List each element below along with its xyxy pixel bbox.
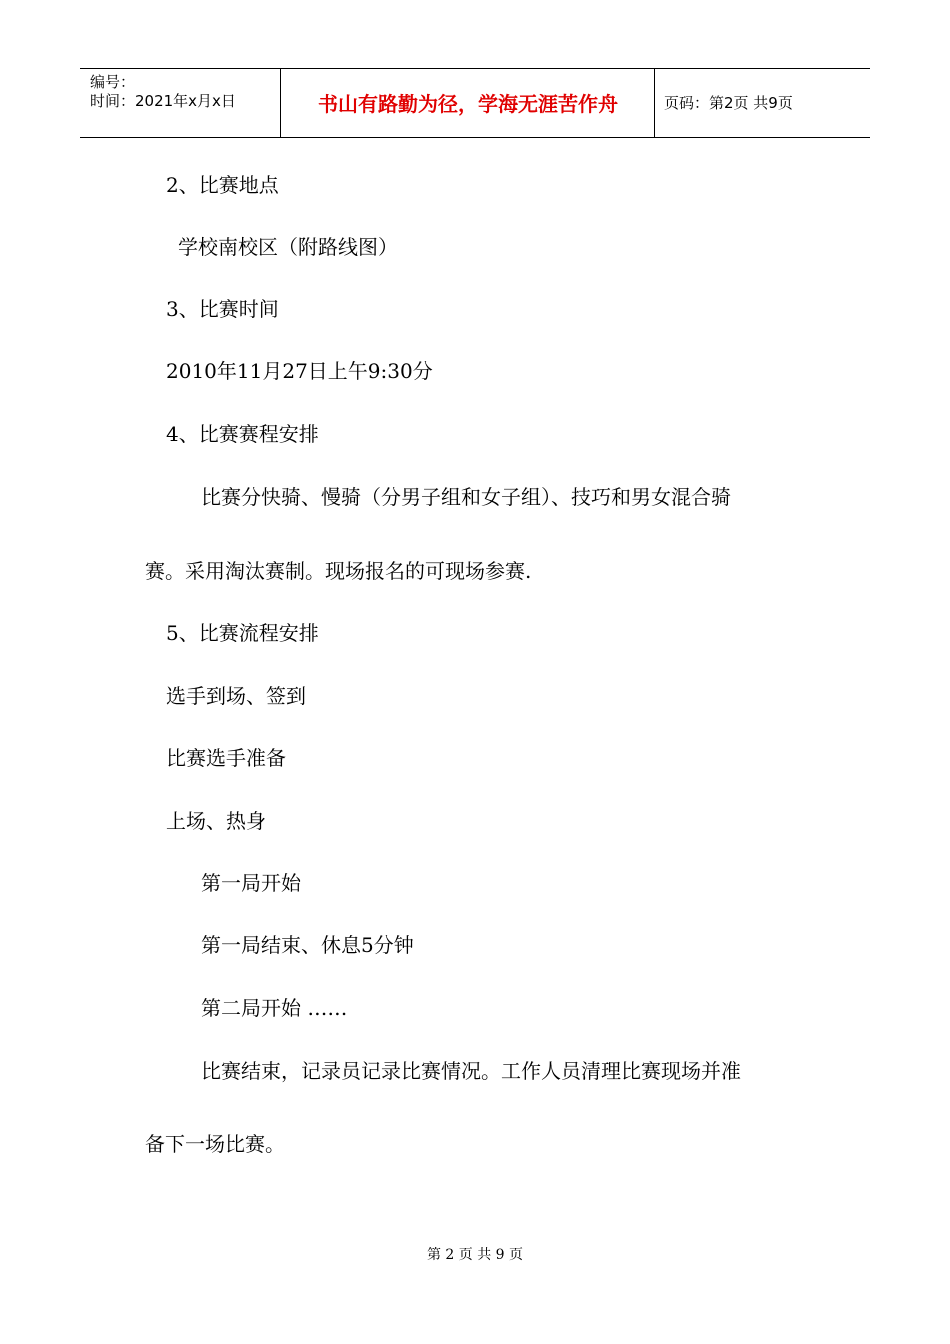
header-motto-cell [281, 69, 655, 137]
process-step-checkin: 选手到场、签到 [166, 684, 306, 708]
process-step-warmup: 上场、热身 [166, 809, 266, 833]
document-number-label: 编号： [90, 73, 136, 91]
schedule-paragraph-line-2: 赛。采用淘汰赛制。现场报名的可现场参赛. [145, 559, 532, 583]
location-text: 学校南校区（附路线图） [178, 235, 398, 259]
closing-paragraph-line-2: 备下一场比赛。 [145, 1132, 285, 1156]
time-text: 2010年11月27日上午9:30分 [166, 359, 433, 383]
page-footer: 第 2 页 共 9 页 [426, 1247, 524, 1263]
closing-paragraph-line-1: 比赛结束，记录员记录比赛情况。工作人员清理比赛现场并准 [201, 1059, 741, 1083]
page-header [80, 68, 870, 138]
header-page-cell [655, 69, 870, 137]
section-heading-process: 5、比赛流程安排 [166, 621, 319, 645]
section-heading-time: 3、比赛时间 [166, 297, 279, 321]
header-meta-cell [80, 69, 281, 137]
process-step-prepare: 比赛选手准备 [166, 746, 286, 770]
process-step-round1-start: 第一局开始 [201, 871, 301, 895]
header-page-label: 页码：第2页 共9页 [664, 94, 793, 112]
document-date-label: 时间：2021年x月x日 [90, 92, 236, 110]
section-heading-schedule: 4、比赛赛程安排 [166, 422, 319, 446]
process-step-round2-start: 第二局开始 …… [201, 996, 348, 1020]
schedule-paragraph-line-1: 比赛分快骑、慢骑（分男子组和女子组）、技巧和男女混合骑 [201, 485, 731, 509]
process-step-round1-end: 第一局结束、休息5分钟 [201, 933, 414, 957]
header-motto: 书山有路勤为径，学海无涯苦作舟 [318, 92, 618, 116]
section-heading-location: 2、比赛地点 [166, 173, 279, 197]
